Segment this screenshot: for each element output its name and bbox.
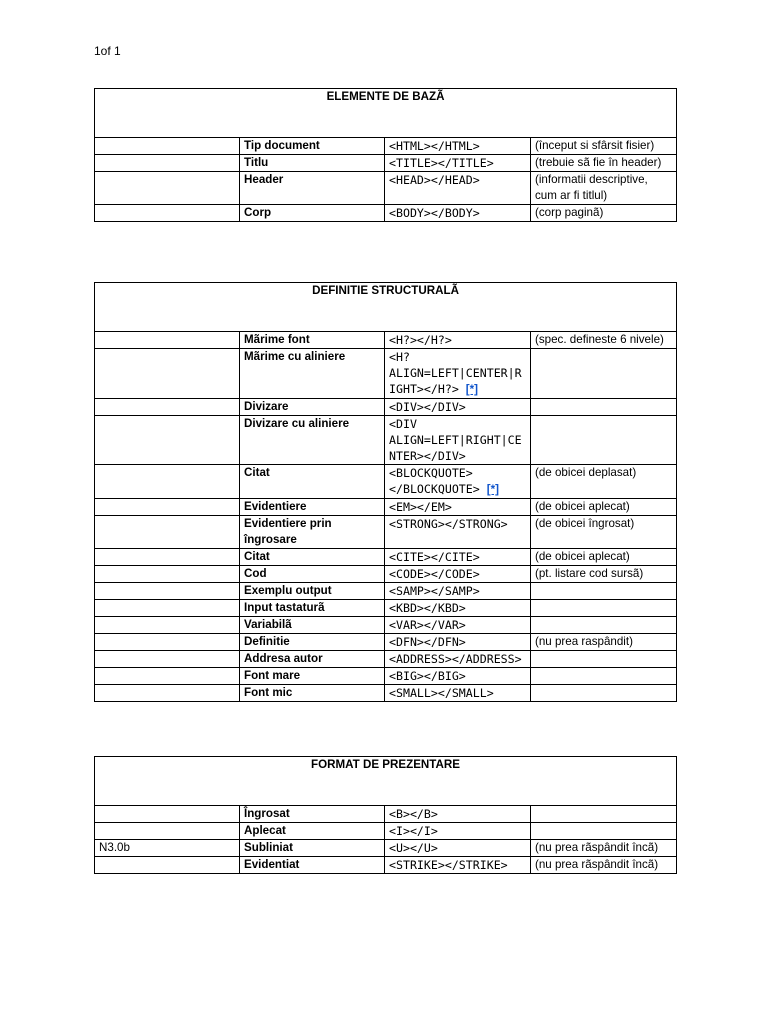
row-side-note	[95, 566, 240, 583]
table-header-row	[95, 757, 677, 806]
row-label: Subliniat	[240, 840, 385, 857]
section-title: DEFINITIE STRUCTURALÃ	[95, 283, 677, 332]
row-description	[531, 399, 677, 416]
row-side-note	[95, 651, 240, 668]
table-row	[95, 651, 677, 668]
row-tag-code: <SMALL></SMALL>	[385, 685, 531, 702]
row-tag-code	[385, 349, 531, 399]
row-side-note	[95, 549, 240, 566]
row-label: Divizare cu aliniere	[240, 416, 385, 465]
footnote-link[interactable]: [*]	[465, 383, 479, 396]
row-side-note	[95, 823, 240, 840]
row-description: (nu prea rãspândit încã)	[531, 857, 677, 874]
row-description: (început si sfârsit fisier)	[531, 138, 677, 155]
row-tag-code: <HTML></HTML>	[385, 138, 531, 155]
row-side-note	[95, 617, 240, 634]
row-label: Citat	[240, 465, 385, 499]
row-tag-code: <DIV></DIV>	[385, 399, 531, 416]
table-header-row	[95, 89, 677, 138]
row-tag-code: <EM></EM>	[385, 499, 531, 516]
row-description: (de obicei deplasat)	[531, 465, 677, 499]
row-description	[531, 823, 677, 840]
row-label: Titlu	[240, 155, 385, 172]
table-header-row	[95, 283, 677, 332]
row-side-note	[95, 499, 240, 516]
tag-code-text: <H? ALIGN=LEFT|CENTER|RIGHT></H?>	[389, 350, 522, 396]
table-row	[95, 583, 677, 600]
row-tag-code: <TITLE></TITLE>	[385, 155, 531, 172]
row-description	[531, 668, 677, 685]
row-tag-code: <DIV ALIGN=LEFT|RIGHT|CENTER></DIV>	[385, 416, 531, 465]
row-label: Input tastaturã	[240, 600, 385, 617]
row-description	[531, 617, 677, 634]
table-row	[95, 172, 677, 205]
page-number: 1of 1	[94, 44, 121, 58]
table-row	[95, 205, 677, 222]
row-label: Font mic	[240, 685, 385, 702]
row-tag-code: <HEAD></HEAD>	[385, 172, 531, 205]
row-side-note	[95, 205, 240, 222]
row-side-note	[95, 516, 240, 549]
table-row	[95, 634, 677, 651]
row-side-note: N3.0b	[95, 840, 240, 857]
row-side-note	[95, 668, 240, 685]
row-tag-code: <CODE></CODE>	[385, 566, 531, 583]
row-side-note	[95, 416, 240, 465]
row-tag-code: <CITE></CITE>	[385, 549, 531, 566]
row-side-note	[95, 857, 240, 874]
row-description: (de obicei îngrosat)	[531, 516, 677, 549]
row-label: Mãrime cu aliniere	[240, 349, 385, 399]
row-tag-code: <DFN></DFN>	[385, 634, 531, 651]
table-row	[95, 465, 677, 499]
row-description: (pt. listare cod sursã)	[531, 566, 677, 583]
row-description: (corp paginã)	[531, 205, 677, 222]
row-side-note	[95, 172, 240, 205]
row-label: Îngrosat	[240, 806, 385, 823]
row-side-note	[95, 685, 240, 702]
table-row	[95, 806, 677, 823]
section-title: ELEMENTE DE BAZÃ	[95, 89, 677, 138]
table-row	[95, 685, 677, 702]
row-tag-code: <U></U>	[385, 840, 531, 857]
row-description: (nu prea rãspândit încã)	[531, 840, 677, 857]
table-row	[95, 499, 677, 516]
table-row	[95, 155, 677, 172]
row-description: (trebuie sã fie în header)	[531, 155, 677, 172]
row-side-note	[95, 332, 240, 349]
table-row	[95, 600, 677, 617]
table-format-de-prezentare	[94, 756, 677, 874]
row-label: Citat	[240, 549, 385, 566]
row-label: Aplecat	[240, 823, 385, 840]
row-side-note	[95, 349, 240, 399]
row-label: Variabilã	[240, 617, 385, 634]
row-label: Cod	[240, 566, 385, 583]
table-row	[95, 349, 677, 399]
row-description	[531, 600, 677, 617]
row-tag-code: <SAMP></SAMP>	[385, 583, 531, 600]
row-description	[531, 685, 677, 702]
table-row	[95, 332, 677, 349]
table-row	[95, 566, 677, 583]
row-side-note	[95, 465, 240, 499]
row-label: Exemplu output	[240, 583, 385, 600]
row-tag-code: <H?></H?>	[385, 332, 531, 349]
row-description: (nu prea raspândit)	[531, 634, 677, 651]
row-tag-code: <STRIKE></STRIKE>	[385, 857, 531, 874]
row-description	[531, 806, 677, 823]
row-description: (spec. defineste 6 nivele)	[531, 332, 677, 349]
row-label: Tip document	[240, 138, 385, 155]
row-tag-code: <VAR></VAR>	[385, 617, 531, 634]
table-row	[95, 516, 677, 549]
row-label: Divizare	[240, 399, 385, 416]
tag-code-text: <BLOCKQUOTE></BLOCKQUOTE>	[389, 466, 480, 496]
row-tag-code: <STRONG></STRONG>	[385, 516, 531, 549]
table-row	[95, 399, 677, 416]
footnote-link[interactable]: [*]	[486, 483, 499, 496]
table-row	[95, 138, 677, 155]
table-definitie-structurala	[94, 282, 677, 702]
table-row	[95, 668, 677, 685]
row-side-note	[95, 155, 240, 172]
row-side-note	[95, 138, 240, 155]
row-label: Corp	[240, 205, 385, 222]
row-description	[531, 583, 677, 600]
row-label: Evidentiere	[240, 499, 385, 516]
row-side-note	[95, 600, 240, 617]
row-tag-code	[385, 465, 531, 499]
row-side-note	[95, 634, 240, 651]
section-title: FORMAT DE PREZENTARE	[95, 757, 677, 806]
row-tag-code: <ADDRESS></ADDRESS>	[385, 651, 531, 668]
row-description	[531, 416, 677, 465]
row-description: (de obicei aplecat)	[531, 549, 677, 566]
row-description: (de obicei aplecat)	[531, 499, 677, 516]
row-description	[531, 349, 677, 399]
row-side-note	[95, 583, 240, 600]
row-tag-code: <I></I>	[385, 823, 531, 840]
row-side-note	[95, 399, 240, 416]
row-tag-code: <KBD></KBD>	[385, 600, 531, 617]
row-tag-code: <BIG></BIG>	[385, 668, 531, 685]
row-tag-code: <BODY></BODY>	[385, 205, 531, 222]
row-tag-code: <B></B>	[385, 806, 531, 823]
row-label: Evidentiere prin îngrosare	[240, 516, 385, 549]
row-label: Evidentiat	[240, 857, 385, 874]
row-label: Definitie	[240, 634, 385, 651]
table-row	[95, 617, 677, 634]
row-description: (informatii descriptive, cum ar fi titlul)	[531, 172, 677, 205]
table-row	[95, 416, 677, 465]
table-row	[95, 823, 677, 840]
row-label: Header	[240, 172, 385, 205]
table-row	[95, 549, 677, 566]
row-label: Font mare	[240, 668, 385, 685]
table-elemente-de-baza	[94, 88, 677, 222]
table-row	[95, 857, 677, 874]
row-label: Addresa autor	[240, 651, 385, 668]
row-side-note	[95, 806, 240, 823]
row-description	[531, 651, 677, 668]
table-row	[95, 840, 677, 857]
row-label: Mãrime font	[240, 332, 385, 349]
